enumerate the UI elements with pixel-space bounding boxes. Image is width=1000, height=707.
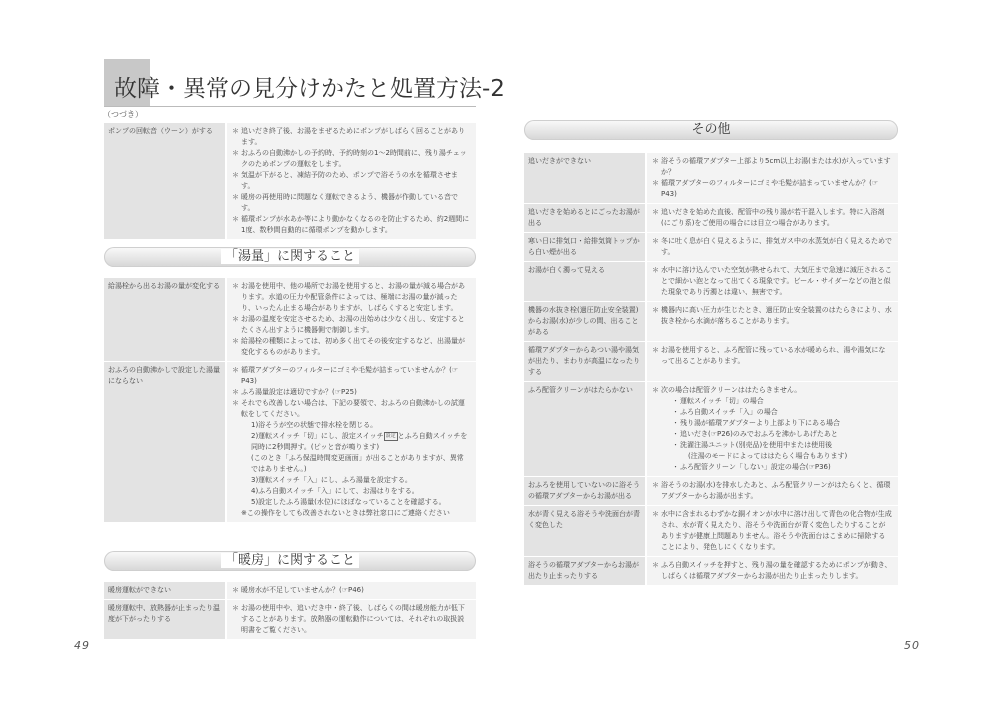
table-row	[524, 505, 898, 556]
remedy-cell	[227, 278, 476, 361]
note-text: ※この操作をしても改善されないときは弊社窓口にご連絡ください	[241, 509, 450, 517]
step-text: 1)浴そうが空の状態で排水栓を閉じる。	[251, 421, 378, 429]
page-title: 故障・異常の見分けかたと処置方法-2	[114, 76, 505, 102]
condition-item: ・ 洗濯注湯ユニット(別売品)を使用中または使用後	[652, 440, 892, 451]
condition-item: ・ ふろ配管クリーン「しない」設定の場合(☞P36)	[652, 462, 892, 473]
table-row	[104, 599, 476, 639]
table-row	[104, 581, 476, 599]
remedy-text: ＊ 浴そうのお湯(水)を排水したあと、ふろ配管クリーンがはたらくと、循環アダプターからお湯が出ます。	[652, 480, 892, 502]
remedy-cell	[647, 382, 898, 476]
condition-item: ・ ふろ自動スイッチ「入」の場合	[652, 407, 892, 418]
remedy-text: ＊ 冬に吐く息が白く見えるように、排気ガス中の水蒸気が白く見えるためです。	[652, 236, 892, 258]
symptom-cell: ふろ配管クリーンがはたらかない	[524, 382, 645, 476]
step-text	[232, 431, 470, 453]
remedy-cell	[647, 233, 898, 261]
title-rule	[104, 106, 476, 107]
yuryo-table	[104, 277, 476, 522]
page-number-right: 50	[904, 639, 920, 652]
remedy-cell	[647, 204, 898, 232]
remedy-cell	[647, 506, 898, 556]
remedy-text: ＊ 追いだき終了後、お湯をまぜるためにポンプがしばらく回ることがあります。	[232, 126, 470, 148]
remedy-text: ＊ 浴そうの循環アダプター上部より5cm以上お湯(または水)が入っていますか？	[652, 156, 892, 178]
section-header-yuryo	[104, 247, 476, 267]
table-row	[524, 341, 898, 381]
step-text-part: とふろ自動スイッチを同時に2秒間押す。(ピッと音が鳴ります)	[251, 432, 468, 451]
step-text: 4)ふろ自動スイッチ「入」にして、お湯はりをする。	[251, 487, 419, 495]
step-text: 5)設定したふろ湯量(水位)にほぼなっていることを確認する。	[251, 498, 446, 506]
table-row	[524, 261, 898, 301]
table-row	[524, 203, 898, 232]
remedy-cell	[227, 582, 476, 599]
condition-item: ・ 残り湯が循環アダプターより上部より下にある場合	[652, 418, 892, 429]
remedy-text: ＊ 水中に溶け込んでいた空気が熱せられて、大気圧まで急速に減圧されることで細かい泡となって出てくる現象です。ビール・サイダーなどの泡と似た現象であり汚濁とは違い、無害です。	[652, 265, 892, 298]
remedy-cell	[227, 362, 476, 522]
table-row	[524, 381, 898, 476]
table-row	[524, 301, 898, 341]
remedy-cell	[647, 262, 898, 301]
section-header-danbo	[104, 551, 476, 571]
remedy-cell	[647, 302, 898, 341]
symptom-cell: ポンプの回転音（ウーン）がする	[104, 123, 225, 239]
table-row	[524, 476, 898, 505]
condition-note: (注湯のモードによってははたらく場合もあります)	[688, 452, 848, 460]
danbo-table	[104, 581, 476, 639]
section-header-sonota	[524, 120, 898, 140]
remedy-text: ＊ 機器内に高い圧力が生じたとき、過圧防止安全装置のはたらきにより、水抜き栓から水滴が落ちることがあります。	[652, 305, 892, 327]
section-header-label: 「暖房」に関すること	[221, 553, 359, 568]
remedy-text: ＊ お湯を使用中、他の場所でお湯を使用すると、お湯の量が減る場合があります。水道の圧力や配管条件によっては、極端にお湯の量が減ったり、いったん止まる場合がありますが、しばらくすると安定します。	[232, 281, 470, 314]
table-row	[104, 277, 476, 361]
remedy-text: ＊ 気温が下がると、凍結予防のため、ポンプで浴そうの水を循環させます。	[232, 170, 470, 192]
remedy-cell	[647, 342, 898, 381]
symptom-cell: 追いだきができない	[524, 153, 645, 203]
table-row	[104, 361, 476, 522]
page-number-left: 49	[74, 639, 90, 652]
symptom-cell: おふろの自動沸かしで設定した湯量にならない	[104, 362, 225, 522]
symptom-cell: 暖房運転中、放熱器が止まったり温度が下がったりする	[104, 600, 225, 639]
remedy-cell	[227, 600, 476, 639]
symptom-cell: おふろを使用していないのに浴そうの循環アダプターからお湯が出る	[524, 477, 645, 505]
remedy-cell	[647, 557, 898, 585]
remedy-text: ＊ 次の場合は配管クリーンははたらきません。	[652, 385, 892, 396]
symptom-cell: 浴そうの循環アダプターからお湯が出たり止まったりする	[524, 557, 645, 585]
symptom-cell: 追いだきを始めるとにごったお湯が出る	[524, 204, 645, 232]
remedy-text: ＊ おふろの自動沸かしの予約時、予約時刻の1～2時間前に、残り湯チェックのためポンプの運転をします。	[232, 148, 470, 170]
remedy-text: ＊ それでも改善しない場合は、下記の要領で、おふろの自動沸かしの試運転をしてください。	[232, 398, 470, 420]
remedy-text: ＊ 循環アダプターのフィルターにゴミや毛髪が詰まっていませんか？(☞P43)	[232, 365, 470, 387]
remedy-text: ＊ 循環アダプターのフィルターにゴミや毛髪が詰まっていませんか？(☞P43)	[652, 178, 892, 200]
remedy-text: ＊ お湯の使用中や、追いだき中・終了後、しばらくの間は暖房能力が低下することがあります。放熱器の運転動作については、それぞれの取扱説明書をご覧ください。	[232, 603, 470, 636]
remedy-text: ＊ 暖房水が不足していませんか？(☞P46)	[232, 585, 470, 596]
condition-item: ・ 運転スイッチ「切」の場合	[652, 396, 892, 407]
remedy-text: ＊ ふろ自動スイッチを押すと、残り湯の量を確認するためにポンプが動き、しばらくは循環アダプターからお湯が出たり止まったりします。	[652, 560, 892, 582]
remedy-text: ＊ 水中に含まれるわずかな銅イオンが水中に溶け出して青色の化合物が生成され、水が青く見えたり、浴そうや洗面台が青く変色したりすることがありますが健康上問題ありません。浴そうや洗面台はこまめに掃除することにより、発色しにくくなります。	[652, 509, 892, 553]
continued-label: （つづき）	[103, 110, 143, 119]
condition-item: ・ 追いだき(☞P26)のみでおふろを沸かしあげたあと	[652, 429, 892, 440]
setting-key-icon: 設定	[385, 432, 396, 439]
table-row	[524, 556, 898, 585]
symptom-cell: 暖房運転ができない	[104, 582, 225, 599]
step-text: (このとき「ふろ保温時間変更画面」が出ることがありますが、異常ではありません。)	[251, 454, 464, 473]
symptom-cell: 機器の水抜き栓(過圧防止安全装置)からお湯(水)が少しの間、出ることがある	[524, 302, 645, 341]
table-row	[524, 232, 898, 261]
remedy-text: ＊ 循環ポンプが水あか等により動かなくなるのを防止するため、約2週間に1度、数秒間自動的に循環ポンプを動かします。	[232, 214, 470, 236]
table-row	[104, 122, 476, 239]
remedy-cell	[647, 153, 898, 203]
symptom-cell: 給湯栓から出るお湯の量が変化する	[104, 278, 225, 361]
remedy-cell	[227, 123, 476, 239]
remedy-text: ＊ 追いだきを始めた直後、配管中の残り湯が若干混入します。特に入浴剤(にごり系)をご使用の場合には目立つ場合があります。	[652, 207, 892, 229]
remedy-text: ＊ ふろ湯量設定は適切ですか？(☞P25)	[232, 387, 470, 398]
remedy-text: ＊ 暖房の再使用時に問題なく運転できるよう、機器が作動している音です。	[232, 192, 470, 214]
remedy-cell	[647, 477, 898, 505]
remedy-text: ＊ 給湯栓の種類によっては、初め多く出てその後安定するなど、出湯量が変化するものがあります。	[232, 336, 470, 358]
section-header-label: 「湯量」に関すること	[221, 249, 359, 264]
step-text: 3)運転スイッチ「入」にし、ふろ湯量を設定する。	[251, 476, 412, 484]
remedy-text: ＊ お湯の温度を安定させるため、お湯の出始めは少なく出し、安定するとたくさん出すように機器側で制御します。	[232, 314, 470, 336]
symptom-cell: お湯が白く濁って見える	[524, 262, 645, 301]
section-header-label: その他	[691, 122, 731, 137]
symptom-cell: 水が青く見える浴そうや洗面台が青く変色した	[524, 506, 645, 556]
pump-table	[104, 122, 476, 239]
table-row	[524, 152, 898, 203]
remedy-text: ＊ お湯を使用すると、ふろ配管に残っている水が暖められ、湯や湯気になって出ることがあります。	[652, 345, 892, 367]
symptom-cell: 寒い日に排気口・給排気筒トップから白い煙が出る	[524, 233, 645, 261]
symptom-cell: 循環アダプターからあつい湯や湯気が出たり、まわりが高温になったりする	[524, 342, 645, 381]
sonota-table	[524, 152, 898, 585]
step-text-part: 2)運転スイッチ「切」にし、設定スイッチ	[251, 432, 384, 440]
